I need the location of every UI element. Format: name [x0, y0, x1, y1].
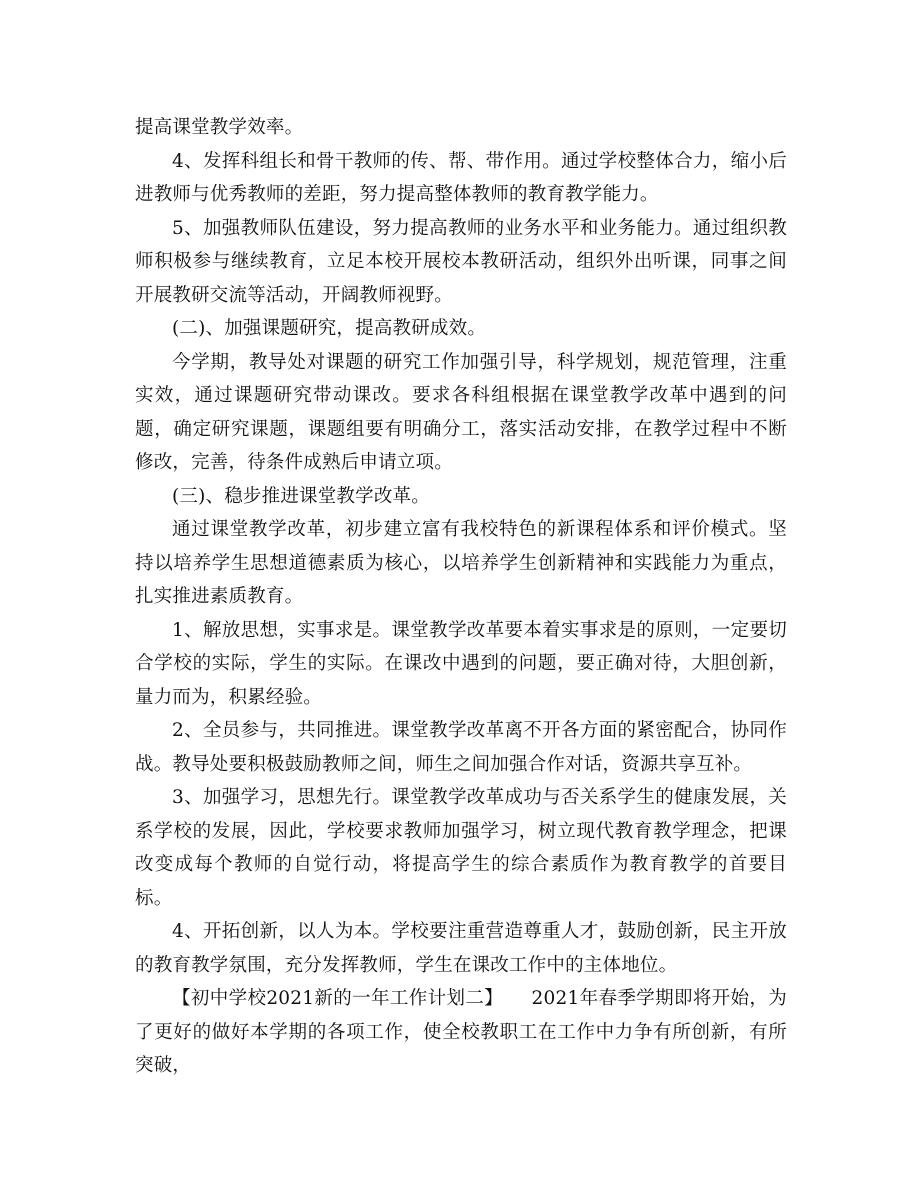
section-heading-reform: (三)、稳步推进课堂教学改革。 — [172, 485, 430, 507]
document-body — [135, 111, 787, 1083]
paragraph-plan-two-intro: 【初中学校2021新的一年工作计划二】 2021年春季学期即将开始，为了更好的做好本学期的各项工作，使全校教职工在工作中力争有所创新，有所突破， — [135, 988, 787, 1076]
paragraph-research-guidance: 今学期，教导处对课题的研究工作加强引导，科学规划，规范管理，注重实效，通过课题研究带动课改。要求各科组根据在课堂教学改革中遇到的问题，确定研究课题，课题组要有明确分工，落实活动安排，在教学过程中不断修改，完善，待条件成熟后申请立项。 — [135, 351, 787, 473]
paragraph-continuation: 提高课堂教学效率。 — [135, 117, 304, 138]
paragraph-item-5-teacher-team: 5、加强教师队伍建设，努力提高教师的业务水平和业务能力。通过组织教师积极参与继续教育，立足本校开展校本教研活动，组织外出听课，同事之间开展教研交流等活动，开阔教师视野。 — [135, 217, 787, 306]
section-heading-research: (二)、加强课题研究，提高教研成效。 — [172, 318, 487, 339]
paragraph-reform-overview: 通过课堂教学改革，初步建立富有我校特色的新课程体系和评价模式。坚持以培养学生思想道德素质为核心，以培养学生创新精神和实践能力为重点，扎实推进素质教育。 — [135, 519, 787, 607]
paragraph-reform-item-4: 4、开拓创新，以人为本。学校要注重营造尊重人才，鼓励创新，民主开放的教育教学氛围，充分发挥教师，学生在课改工作中的主体地位。 — [135, 921, 787, 976]
paragraph-item-4-mentoring: 4、发挥科组长和骨干教师的传、帮、带作用。通过学校整体合力，缩小后进教师与优秀教师的差距，努力提高整体教师的教育教学能力。 — [135, 150, 787, 205]
paragraph-reform-item-2: 2、全员参与，共同推进。课堂教学改革离不开各方面的紧密配合，协同作战。教导处要积极鼓励教师之间，师生之间加强合作对话，资源共享互补。 — [135, 720, 787, 775]
paragraph-reform-item-1: 1、解放思想，实事求是。课堂教学改革要本着实事求是的原则，一定要切合学校的实际，学生的实际。在课改中遇到的问题，要正确对待，大胆创新，量力而为，积累经验。 — [135, 619, 787, 708]
paragraph-reform-item-3: 3、加强学习，思想先行。课堂教学改革成功与否关系学生的健康发展，关系学校的发展，因此，学校要求教师加强学习，树立现代教育教学理念，把课改变成每个教师的自觉行动，将提高学生的综合素质作为教育教学的首要目标。 — [135, 787, 787, 909]
